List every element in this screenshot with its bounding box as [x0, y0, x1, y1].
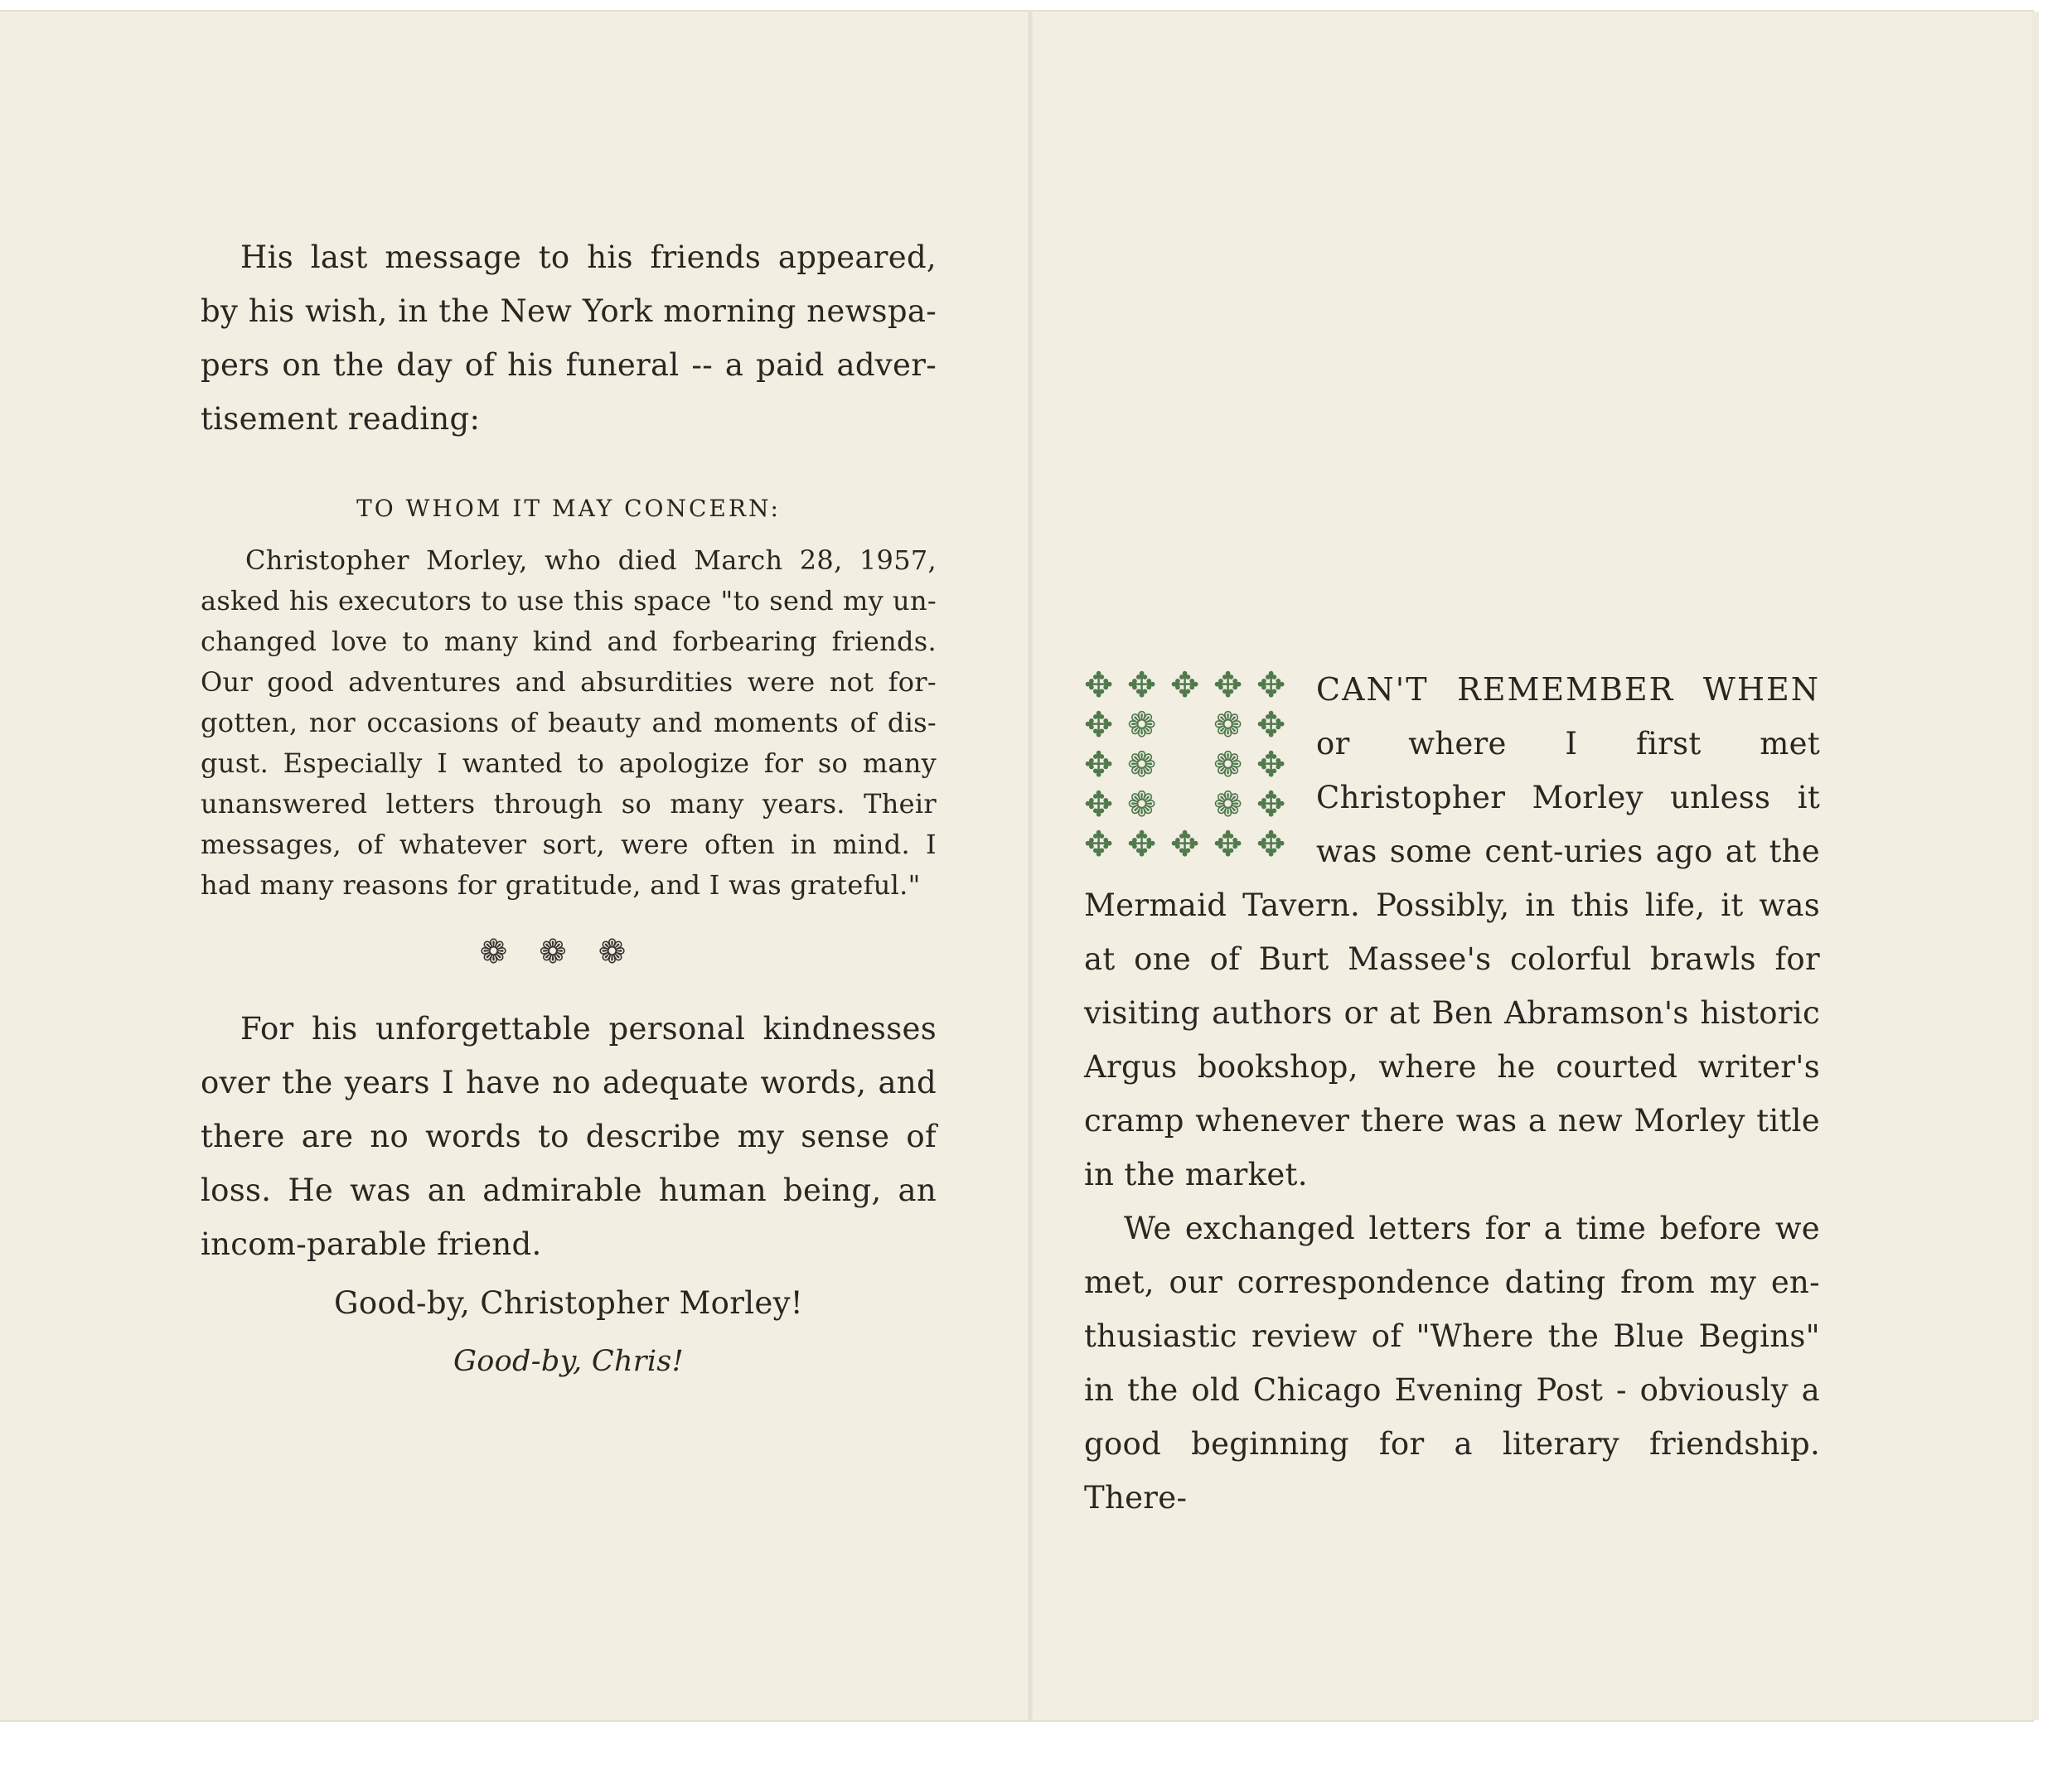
notice-body: Christopher Morley, who died March 28, 1957, asked his executors to use this space "to send my un-changed love to many kind and forbearing friends. Our good adventures and absurdities were not for-gotten, nor occasions of beauty and moments of dis-gust. Especially I wanted to apologize for so many unanswered letters through so many years. Their messages, of whatever sort, were often in mind. I had many reasons for gratitude, and I was grateful."	[201, 544, 937, 901]
page-edge	[2032, 12, 2039, 1720]
initial-ornament-icon: ✥	[1084, 824, 1114, 864]
ornamental-initial-i-icon	[1084, 665, 1298, 864]
initial-ornament-icon: ✥	[1127, 824, 1157, 864]
book-spread	[0, 12, 2032, 1720]
opening-caps: CAN'T REMEMBER WHEN	[1316, 671, 1820, 708]
farewell-italic-line: Good-by, Chris!	[453, 1345, 684, 1378]
kindness-paragraph: For his unforgettable personal kindnesses over the years I have no adequate words, and there are no words to describe my sense of loss. He was an admirable human being, an incom-parable friend.	[201, 1011, 937, 1262]
initial-ornament-icon: ✥	[1213, 824, 1243, 864]
initial-ornament-icon: ✥	[1084, 784, 1114, 824]
initial-ornament-icon: ✥	[1256, 824, 1286, 864]
opening-text: or where I first met Christopher Morley unless it was some cent-uries ago at the Mermaid Tavern. Possibly, in this life, it was at one of Burt Massee's colorful brawls for visiting authors or at Ben Abramson's historic Argus bookshop, where he courted writer's cramp whenever there was a new Morley title in the market.	[1084, 726, 1820, 1192]
initial-ornament-icon: ✥	[1127, 665, 1157, 705]
page-fold	[1028, 12, 1033, 1720]
initial-ornament-icon: ✥	[1213, 665, 1243, 705]
initial-ornament-icon: ✥	[1256, 665, 1286, 705]
initial-inner-icon: ❁	[1127, 744, 1157, 785]
correspondence-paragraph: We exchanged letters for a time before we met, our correspondence dating from my en-thusiastic review of "Where the Blue Begins" in the old Chicago Evening Post - obviously a good beginning for a literary friendship. There-	[1084, 1211, 1820, 1516]
initial-ornament-icon: ✥	[1170, 665, 1200, 705]
initial-inner-icon: ❁	[1213, 744, 1243, 785]
initial-ornament-icon: ✥	[1084, 704, 1114, 745]
left-page	[201, 12, 937, 1378]
initial-ornament-icon: ✥	[1084, 744, 1114, 785]
initial-ornament-icon: ✥	[1170, 824, 1200, 864]
initial-inner-icon: ❁	[1213, 784, 1243, 824]
initial-ornament-icon: ✥	[1084, 665, 1114, 705]
initial-ornament-icon: ✥	[1256, 704, 1286, 745]
initial-ornament-icon: ✥	[1256, 744, 1286, 785]
notice-heading: TO WHOM IT MAY CONCERN:	[356, 495, 781, 522]
initial-inner-icon: ❁	[1127, 784, 1157, 824]
farewell-line: Good-by, Christopher Morley!	[334, 1285, 803, 1321]
right-page	[1084, 12, 1820, 1525]
initial-inner-icon: ❁	[1127, 704, 1157, 745]
last-message-paragraph: His last message to his friends appeared, by his wish, in the New York morning newspa-pers on the day of his funeral -- a paid adver-tisement reading:	[201, 239, 937, 437]
initial-inner-icon: ❁	[1213, 704, 1243, 745]
ornament-divider-icon: ❁❁❁	[479, 933, 658, 971]
initial-ornament-icon: ✥	[1256, 784, 1286, 824]
